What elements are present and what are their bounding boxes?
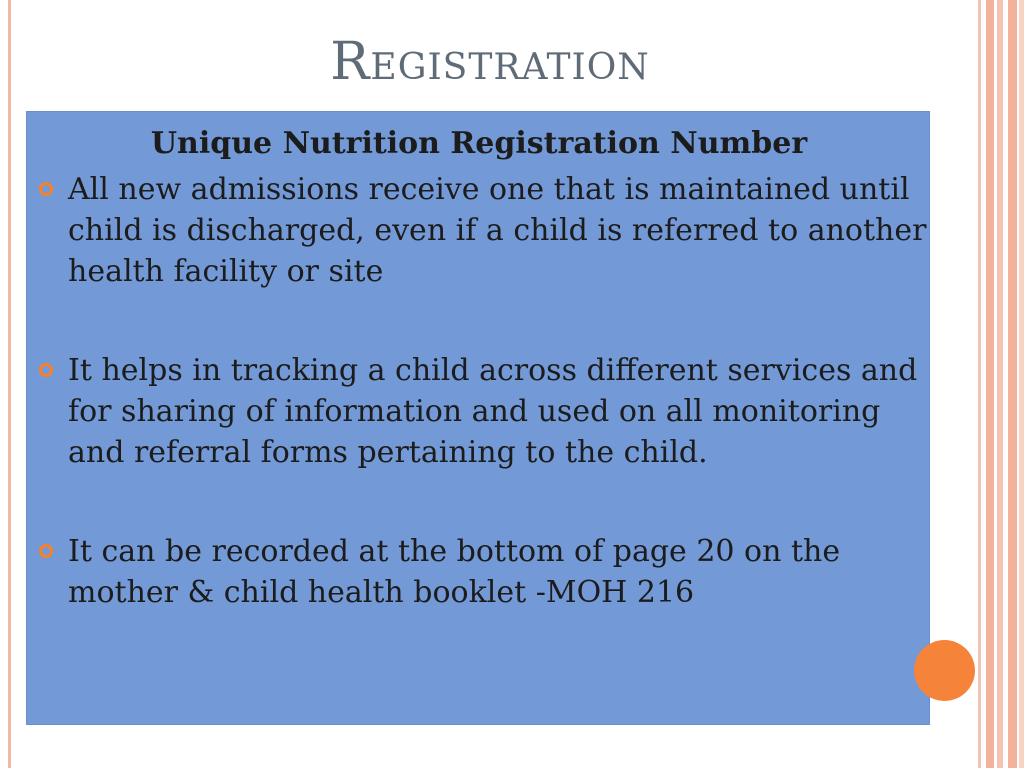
bullet-text: It helps in tracking a child across different services and for sharing of information and used on all monitoring and referral forms pertaining to the child. [68,353,918,470]
hollow-circle-bullet-icon [39,544,53,558]
left-border-stripe [8,0,11,768]
content-heading: Unique Nutrition Registration Number [150,126,808,161]
hollow-circle-bullet-icon [39,363,53,377]
hollow-circle-bullet-icon [39,182,53,196]
orange-circle-icon [914,640,975,701]
right-decorative-stripe [1019,0,1024,768]
right-decorative-stripe [1008,0,1017,768]
slide-title: Registration [330,32,650,92]
bullet-text: All new admissions receive one that is maintained until child is discharged, even if a child is referred to another health facility or site [68,172,927,289]
bullet-text: It can be recorded at the bottom of page 20 on the mother & child health booklet -MOH 216 [68,534,841,610]
content-box [26,111,930,725]
right-decorative-stripe [978,0,981,768]
right-decorative-stripe [986,0,994,768]
right-decorative-stripe [997,0,1003,768]
